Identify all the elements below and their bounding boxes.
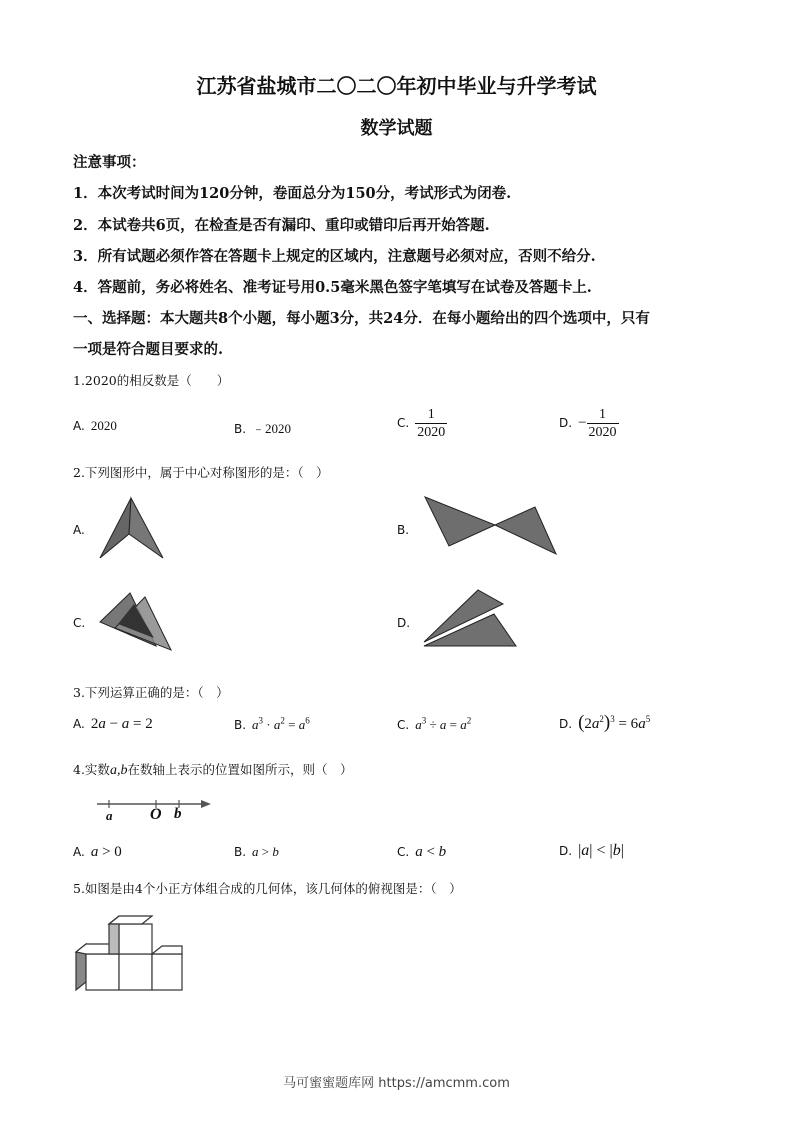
section-heading-line2: 一项是符合题目要求的.	[73, 341, 224, 358]
q1-option-c	[397, 406, 447, 441]
q3-option-c	[397, 716, 471, 733]
fraction	[415, 406, 447, 441]
option-label: C.	[397, 718, 410, 733]
q5-solid-figure	[72, 912, 188, 994]
fraction	[587, 406, 619, 441]
option-label: D.	[559, 416, 573, 430]
option-label: B.	[234, 718, 247, 733]
q1-option-d	[559, 406, 619, 441]
q3-option-b	[234, 716, 310, 733]
expression: a < b	[415, 844, 447, 860]
option-label: B.	[234, 422, 247, 436]
q2-option-a-shape	[96, 496, 168, 560]
option-text: 2020	[90, 418, 117, 433]
q5-stem: 5.如图是由4个小正方体组合成的几何体，该几何体的俯视图是：（ ）	[73, 881, 462, 896]
fraction-denominator: 2020	[417, 425, 446, 440]
expression: $a^3 \div a = a^2$	[415, 716, 472, 733]
expression: $(2a^2)^3 = 6a^5$	[578, 712, 651, 733]
q2-option-d-shape	[420, 588, 520, 650]
option-label: B.	[234, 845, 247, 859]
option-text: ﹣2020	[252, 421, 292, 436]
q3-option-d	[559, 712, 650, 734]
section-heading-line1: 一、选择题：本大题共8个小题，每小题3分，共24分．在每小题给出的四个选项中，只有	[73, 310, 650, 327]
q4-stem-post: 在数轴上表示的位置如图所示，则（ ）	[127, 762, 353, 777]
expression: |a| < |b|	[578, 842, 624, 859]
expression: 2a − a = 2	[90, 716, 153, 732]
option-label: C.	[397, 416, 410, 430]
q4-stem-pre: 4.实数	[73, 762, 110, 777]
q4-stem-vars: a,b	[109, 763, 128, 778]
minus-sign: −	[578, 415, 587, 431]
q4-stem	[73, 760, 352, 779]
option-label: D.	[559, 717, 573, 731]
q4-option-b	[234, 844, 279, 860]
number-line-label-o: O	[150, 806, 162, 823]
q4-option-a	[73, 844, 122, 861]
q2-option-c-shape	[98, 590, 174, 652]
q2-option-a-label: A.	[73, 523, 85, 537]
expression: $a^3 \cdot a^2 = a^6$	[252, 716, 310, 733]
q1-stem: 1.2020的相反数是（ ）	[73, 373, 230, 388]
expression: a > b	[252, 844, 279, 859]
footer-watermark: 马可蜜蜜题库网 https://amcmm.com	[283, 1076, 510, 1091]
number-line-label-b: b	[174, 806, 182, 822]
option-label: A.	[73, 717, 85, 731]
fraction-denominator: 2020	[588, 425, 617, 440]
expression: a > 0	[90, 844, 122, 860]
note-item-4: 4．答题前，务必将姓名、准考证号用0.5毫米黑色签字笔填写在试卷及答题卡上.	[73, 279, 592, 296]
q1-option-b	[234, 418, 291, 437]
notes-heading: 注意事项：	[73, 154, 146, 171]
number-line-label-a: a	[106, 808, 113, 823]
q2-option-b-label: B.	[397, 523, 410, 537]
q4-option-d	[559, 842, 624, 860]
fraction-numerator: 1	[427, 407, 435, 422]
q3-stem: 3.下列运算正确的是：（ ）	[73, 685, 229, 700]
option-label: C.	[397, 845, 410, 859]
option-label: A.	[73, 419, 85, 433]
exam-subtitle: 数学试题	[360, 118, 433, 139]
q4-option-c	[397, 844, 446, 861]
note-item-3: 3．所有试题必须作答在答题卡上规定的区域内，注意题号必须对应，否则不给分.	[73, 248, 596, 265]
q1-option-a	[73, 418, 117, 434]
exam-title: 江苏省盐城市二〇二〇年初中毕业与升学考试	[196, 74, 597, 98]
option-label: A.	[73, 845, 85, 859]
note-item-2: 2．本试卷共6页，在检查是否有漏印、重印或错印后再开始答题.	[73, 217, 490, 234]
option-label: D.	[559, 844, 573, 858]
note-item-1: 1．本次考试时间为120分钟，卷面总分为150分，考试形式为闭卷.	[73, 185, 512, 202]
q2-stem: 2.下列图形中，属于中心对称图形的是：（ ）	[73, 465, 329, 480]
fraction-numerator: 1	[599, 407, 607, 422]
q2-option-c-label: C.	[73, 616, 86, 630]
q2-option-d-label: D.	[397, 616, 411, 630]
q2-option-b-shape	[422, 494, 562, 558]
q3-option-a	[73, 716, 153, 733]
